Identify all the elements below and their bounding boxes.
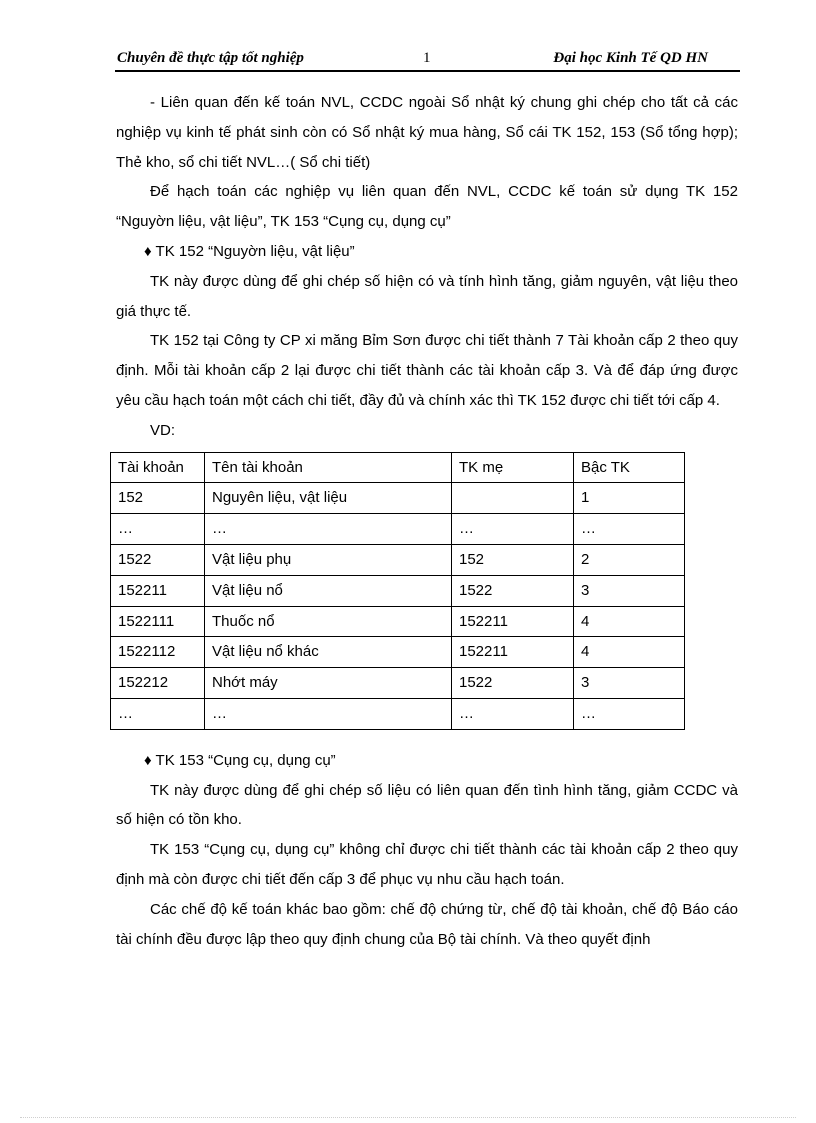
cell-account: … bbox=[111, 698, 205, 729]
cell-parent: 152211 bbox=[452, 606, 574, 637]
paragraph-tk153-purpose: TK này được dùng để ghi chép số liệu có liên quan đến tình hình tăng, giảm CCDC và số hiện có tồn kho. bbox=[116, 781, 738, 829]
cell-level: 3 bbox=[574, 575, 685, 606]
cell-account-name: Nhớt máy bbox=[205, 668, 452, 699]
table-header-row bbox=[111, 452, 685, 483]
cell-account-name: … bbox=[205, 698, 452, 729]
table-row bbox=[111, 637, 685, 668]
paragraph-other-regimes: Các chế độ kế toán khác bao gồm: chế độ chứng từ, chế độ tài khoản, chế độ Báo cáo tài chính đều được lập theo quy định chung của Bộ tài chính. Và theo quyết định bbox=[116, 900, 738, 948]
bullet-tk152: ♦ TK 152 “Nguyờn liệu, vật liệu” bbox=[144, 242, 355, 260]
cell-level: 4 bbox=[574, 606, 685, 637]
cell-parent: 1522 bbox=[452, 575, 574, 606]
paragraph-tk152-purpose: TK này được dùng để ghi chép số hiện có và tính hình tăng, giảm nguyên, vật liệu theo giá thực tế. bbox=[116, 272, 738, 320]
col-header-account: Tài khoản bbox=[111, 452, 205, 483]
page-bottom-divider bbox=[20, 1117, 796, 1118]
cell-level: … bbox=[574, 698, 685, 729]
col-header-account-name: Tên tài khoản bbox=[205, 452, 452, 483]
cell-account-name: Thuốc nổ bbox=[205, 606, 452, 637]
cell-level: … bbox=[574, 514, 685, 545]
bullet-tk153: ♦ TK 153 “Cụng cụ, dụng cụ” bbox=[144, 751, 336, 769]
cell-parent: 152211 bbox=[452, 637, 574, 668]
table-row bbox=[111, 668, 685, 699]
cell-account: 1522 bbox=[111, 544, 205, 575]
cell-account-name: Vật liệu phụ bbox=[205, 544, 452, 575]
page-number: 1 bbox=[423, 50, 431, 66]
cell-parent: 152 bbox=[452, 544, 574, 575]
paragraph-tk153-detail: TK 153 “Cụng cụ, dụng cụ” không chỉ được chi tiết thành các tài khoản cấp 2 theo quy định mà còn được chi tiết đến cấp 3 để phục vụ nhu cầu hạch toán. bbox=[116, 841, 738, 888]
page-header bbox=[115, 48, 740, 72]
table-row bbox=[111, 544, 685, 575]
paragraph-tk152-detail: TK 152 tại Công ty CP xi măng Bỉm Sơn được chi tiết thành 7 Tài khoản cấp 2 theo quy định. Mỗi tài khoản cấp 2 lại được chi tiết thành các tài khoản cấp 3. Và để đáp ứng được yêu cầu hạch toán một cách chi tiết, đầy đủ và chính xác thì TK 152 được chi tiết tới cấp 4. bbox=[116, 332, 738, 409]
table-row bbox=[111, 514, 685, 545]
table-row bbox=[111, 483, 685, 514]
table-row bbox=[111, 575, 685, 606]
cell-parent: … bbox=[452, 514, 574, 545]
header-university: Đại học Kinh Tế QD HN bbox=[553, 50, 708, 66]
cell-level: 1 bbox=[574, 483, 685, 514]
col-header-parent: TK mẹ bbox=[452, 452, 574, 483]
cell-level: 3 bbox=[574, 668, 685, 699]
cell-parent: … bbox=[452, 698, 574, 729]
cell-parent: 1522 bbox=[452, 668, 574, 699]
header-title: Chuyên đề thực tập tốt nghiệp bbox=[117, 50, 304, 66]
table-row bbox=[111, 606, 685, 637]
cell-level: 2 bbox=[574, 544, 685, 575]
cell-parent bbox=[452, 483, 574, 514]
cell-account: 152211 bbox=[111, 575, 205, 606]
cell-level: 4 bbox=[574, 637, 685, 668]
col-header-level: Bậc TK bbox=[574, 452, 685, 483]
paragraph-ledgers: - Liên quan đến kế toán NVL, CCDC ngoài Sổ nhật ký chung ghi chép cho tất cả các nghiệp vụ kinh tế phát sinh còn có Sổ nhật ký mua hàng, Sổ cái TK 152, 153 (Sổ tổng hợp); Thẻ kho, sổ chi tiết NVL…( Sổ chi tiết) bbox=[116, 94, 738, 171]
cell-account: … bbox=[111, 514, 205, 545]
table-row bbox=[111, 698, 685, 729]
cell-account: 1522111 bbox=[111, 606, 205, 637]
example-label: VD: bbox=[150, 421, 176, 439]
cell-account: 152 bbox=[111, 483, 205, 514]
cell-account-name: Nguyên liệu, vật liệu bbox=[205, 483, 452, 514]
cell-account-name: Vật liệu nổ bbox=[205, 575, 452, 606]
cell-account: 152212 bbox=[111, 668, 205, 699]
cell-account-name: Vật liệu nổ khác bbox=[205, 637, 452, 668]
cell-account: 1522112 bbox=[111, 637, 205, 668]
document-body bbox=[116, 88, 738, 954]
paragraph-accounts-used: Để hạch toán các nghiệp vụ liên quan đến NVL, CCDC kế toán sử dụng TK 152 “Nguyờn liệu, vật liệu”, TK 153 “Cụng cụ, dụng cụ” bbox=[116, 183, 738, 231]
accounts-table bbox=[110, 452, 685, 730]
cell-account-name: … bbox=[205, 514, 452, 545]
